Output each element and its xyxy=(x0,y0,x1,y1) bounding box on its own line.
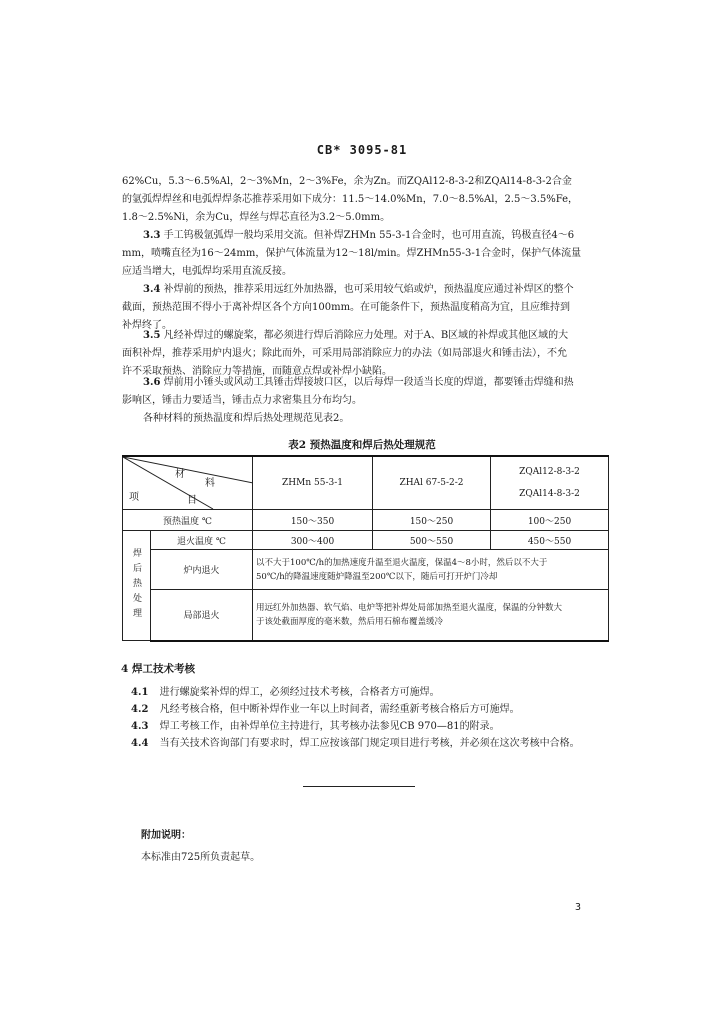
table-reference: 各种材料的预热温度和焊后热处理规范见表2。 xyxy=(143,413,350,424)
section-3-5 xyxy=(143,327,568,346)
header-mu: 目 xyxy=(187,495,197,506)
preheat-zhmn: 150～350 xyxy=(253,510,373,531)
header-liao: 料 xyxy=(205,478,215,489)
post-heat-treatment-label: 焊后热处理 xyxy=(123,531,151,641)
paragraph-text: 焊工考核工作，由补焊单位主持进行，其考核办法参见CB 970—81的附录。 xyxy=(159,721,500,732)
page-number: 3 xyxy=(575,902,582,913)
section-number: 4.2 xyxy=(131,704,149,715)
section-3-5-line-2: 面积补焊，推荐采用炉内退火；除此而外，可采用局部消除应力的办法（如局部退火和锤击法），不允 xyxy=(122,348,567,359)
preheat-zqal: 100～250 xyxy=(491,510,609,531)
anneal-temp-zhal: 500～550 xyxy=(373,531,491,550)
section-number: 4.3 xyxy=(131,721,149,732)
anneal-temp-zhmn: 300～400 xyxy=(253,531,373,550)
header-xiang: 项 xyxy=(129,492,139,503)
local-anneal-label: 局部退火 xyxy=(151,590,253,641)
local-anneal-line-2: 于该处截面厚度的毫米数，然后用石棉布覆盖缓冷 xyxy=(256,616,444,627)
section-3-5-line-3: 许不采取预热、消除应力等措施，而随意点焊或补焊小缺陷。 xyxy=(122,366,392,377)
section-number: 3.3 xyxy=(143,230,161,241)
table-caption: 表2 预热温度和焊后热处理规范 xyxy=(288,439,436,451)
section-3-3-line-3: 应适当增大，电弧焊均采用直流反接。 xyxy=(122,266,292,277)
section-3-4 xyxy=(143,281,574,300)
paragraph-text: 凡经考核合格，但中断补焊作业一年以上时间者，需经重新考核合格后方可施焊。 xyxy=(159,704,520,715)
intro-line-2: 的氩弧焊焊丝和电弧焊焊条芯推荐采用如下成分：11.5～14.0%Mn，7.0～8.5%Al，2.5～3.5%Fe， xyxy=(122,194,579,205)
paragraph-text: 进行螺旋桨补焊的焊工，必须经过技术考核，合格者方可施焊。 xyxy=(159,687,440,698)
paragraph-text: 焊前用小锤头或风动工具锤击焊接坡口区，以后每焊一段适当长度的焊道，都要锤击焊缝和热 xyxy=(163,377,574,388)
section-4-2 xyxy=(131,701,520,720)
section-4-4 xyxy=(131,735,580,754)
paragraph-text: 手工钨极氩弧焊一般均采用交流。但补焊ZHMn 55-3-1合金时，也可用直流，钨极直径4～6 xyxy=(163,230,575,241)
section-3-3-line-2: mm，喷嘴直径为16～24mm，保护气体流量为12～18l/min。焊ZHMn55-3-1合金时，保护气体流量 xyxy=(122,248,582,259)
paragraph-text: 补焊前的预热，推荐采用远红外加热器，也可采用较气焰或炉，预热温度应通过补焊区的整个 xyxy=(163,284,574,295)
paragraph-text: 凡经补焊过的螺旋桨，都必须进行焊后消除应力处理。对于A、B区域的补焊或其他区域的大 xyxy=(163,330,569,341)
section-3-4-line-3: 补焊终了。 xyxy=(122,320,172,331)
section-3-6-line-2: 影响区，锤击力要适当，锤击点力求密集且分布均匀。 xyxy=(122,395,362,406)
material-zqal14: ZQAl14-8-3-2 xyxy=(519,489,580,499)
furnace-anneal-label: 炉内退火 xyxy=(151,550,253,590)
header-cai: 材 xyxy=(175,469,185,480)
section-number: 4.1 xyxy=(131,687,149,698)
furnace-anneal-line-2: 50℃/h的降温速度随炉降温至200℃以下，随后可打开炉门冷却 xyxy=(256,571,498,582)
anneal-temp-label: 退火温度 ℃ xyxy=(151,531,253,550)
intro-line-1: 62%Cu，5.3～6.5%Al，2～3%Mn，2～3%Fe，余为Zn。而ZQAl12-8-3-2和ZQAl14-8-3-2合金 xyxy=(122,176,572,187)
section-3-3 xyxy=(143,227,574,246)
material-zqal12: ZQAl12-8-3-2 xyxy=(519,467,580,477)
note-text: 本标准由725所负责起草。 xyxy=(141,852,261,863)
section-4-3 xyxy=(131,718,500,737)
document-header-code: CB* 3095-81 xyxy=(316,143,408,157)
preheat-zhal: 150～250 xyxy=(373,510,491,531)
anneal-temp-zqal: 450～550 xyxy=(491,531,609,550)
local-anneal-line-1: 用远红外加热器、软气焰、电炉等把补焊处局部加热至退火温度，保温的分钟数大 xyxy=(256,602,563,613)
local-anneal-text xyxy=(253,590,609,641)
furnace-anneal-text xyxy=(253,550,609,590)
section-3-4-line-2: 截面，预热范围不得小于离补焊区各个方向100mm。在可能条件下，预热温度稍高为宜，且应维持到 xyxy=(122,302,571,313)
section-4-title: 4 焊工技术考核 xyxy=(121,663,195,675)
section-3-6 xyxy=(143,374,574,393)
material-zhal: ZHAl 67-5-2-2 xyxy=(373,456,491,510)
section-number: 4.4 xyxy=(131,738,149,749)
section-4-1 xyxy=(131,684,440,703)
preheat-postweld-table xyxy=(122,455,609,642)
preheat-label: 预热温度 ℃ xyxy=(123,510,253,531)
furnace-anneal-line-1: 以不大于100℃/h的加热速度升温至退火温度，保温4～8小时，然后以不大于 xyxy=(256,557,548,568)
section-number: 3.6 xyxy=(143,377,161,388)
note-title: 附加说明： xyxy=(141,830,191,841)
material-zqal xyxy=(491,456,609,510)
end-rule xyxy=(303,786,415,787)
paragraph-text: 当有关技术咨询部门有要求时，焊工应按该部门规定项目进行考核，并必须在这次考核中合格。 xyxy=(159,738,580,749)
section-number: 3.5 xyxy=(143,330,161,341)
intro-line-3: 1.8～2.5%Ni，余为Cu，焊丝与焊芯直径为3.2～5.0mm。 xyxy=(122,212,391,223)
table-header-diagonal xyxy=(123,456,253,510)
material-zhmn: ZHMn 55-3-1 xyxy=(253,456,373,510)
section-number: 3.4 xyxy=(143,284,161,295)
